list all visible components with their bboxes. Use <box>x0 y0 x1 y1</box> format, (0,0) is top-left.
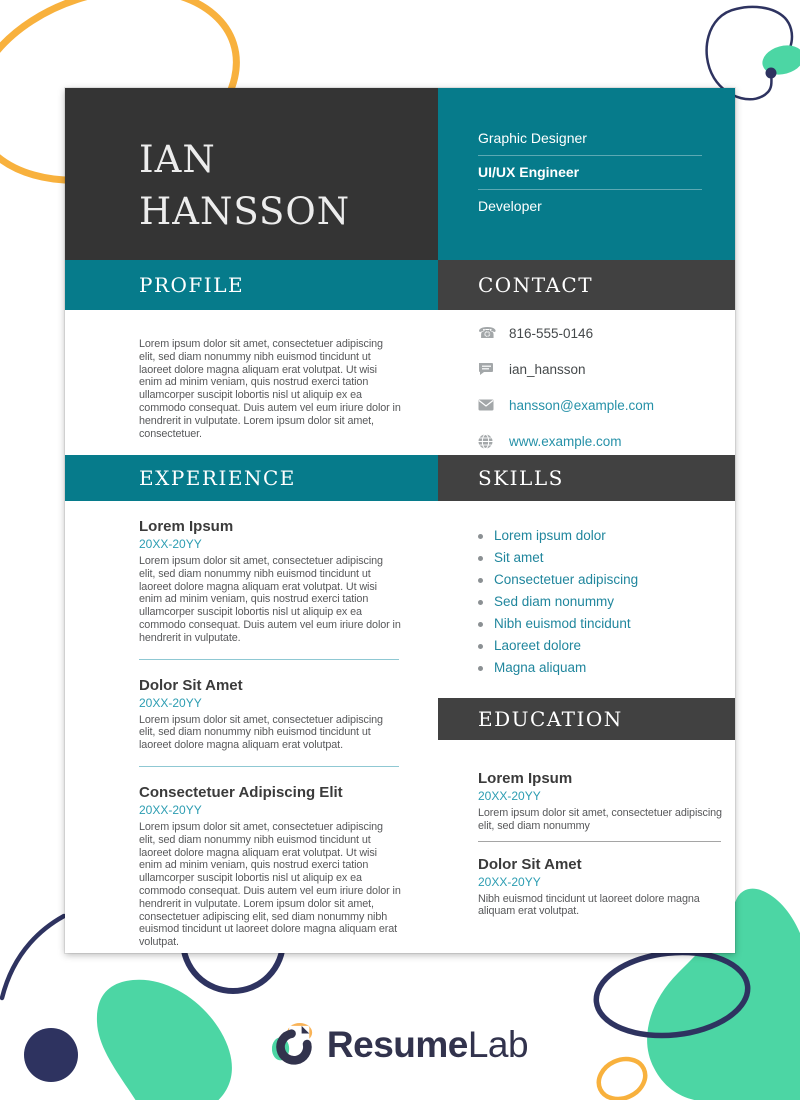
contact-website-value: www.example.com <box>509 433 622 449</box>
logo-text-light: Lab <box>467 1024 529 1065</box>
experience-content <box>139 518 402 949</box>
name-block <box>65 88 438 260</box>
contact-email[interactable] <box>478 387 733 423</box>
contact-username <box>478 351 733 387</box>
resumelab-logo-text <box>327 1024 528 1066</box>
resumelab-logo-icon <box>272 1022 318 1068</box>
skill-label: Sit amet <box>494 550 544 565</box>
section-header-contact: CONTACT <box>438 260 735 310</box>
resume-page <box>65 88 735 953</box>
resumelab-logo[interactable] <box>272 1022 528 1068</box>
name-last: HANSSON <box>139 190 351 233</box>
skill-label: Sed diam nonummy <box>494 594 615 609</box>
contact-phone-value: 816-555-0146 <box>509 325 594 341</box>
logo-text-bold: Resume <box>326 1024 468 1065</box>
education-content <box>478 762 723 918</box>
experience-entry <box>139 784 402 949</box>
experience-entry-body: Lorem ipsum dolor sit amet, consectetuer adipiscing elit, sed diam nonummy nibh euismod tincidunt ut laoreet dolore magna aliquam erat volutpat. Ut wisi enim ad minim veniam, quis nostrud exerci tation ullamcorper suscipit lobortis nisl ut aliquip ex ea commodo consequat. Duis autem vel eum iriure dolor in hendrerit in vulputate. Lorem ipsum dolor sit amet, consectetuer adipiscing elit, sed diam nonummy nibh euismod tincidunt ut laoreet dolore magna aliquam erat volutpat. <box>139 820 401 949</box>
skill-label: Lorem ipsum dolor <box>494 528 606 543</box>
mint-blob-bottom-left <box>97 980 232 1100</box>
skill-label: Nibh euismod tincidunt <box>494 616 631 631</box>
bullet-icon <box>478 556 483 561</box>
experience-entry-date: 20XX-20YY <box>139 537 202 551</box>
education-entry-title: Lorem Ipsum <box>478 770 573 787</box>
navy-filled-circle <box>24 1028 78 1082</box>
section-divider <box>139 659 399 660</box>
candidate-name <box>139 134 438 238</box>
education-entry-date: 20XX-20YY <box>478 874 541 889</box>
navy-curve-line <box>2 916 64 998</box>
section-header-profile: PROFILE <box>65 260 438 310</box>
experience-entry-title: Lorem Ipsum <box>139 518 234 535</box>
skill-item <box>478 591 728 613</box>
envelope-icon <box>478 399 497 411</box>
contact-username-value: ian_hansson <box>509 361 586 377</box>
yellow-egg-outline <box>592 1052 652 1100</box>
phone-icon: ☎ <box>478 325 497 342</box>
contact-website[interactable] <box>478 423 733 459</box>
education-entry-body: Lorem ipsum dolor sit amet, consectetuer adipiscing elit, sed diam nonummy <box>478 807 722 832</box>
skill-label: Consectetuer adipiscing <box>494 572 639 587</box>
skill-item <box>478 613 728 635</box>
skill-item <box>478 547 728 569</box>
section-header-skills: SKILLS <box>438 455 735 501</box>
job-title: Developer <box>478 198 542 214</box>
section-divider <box>478 841 721 842</box>
education-entry-date: 20XX-20YY <box>478 789 541 803</box>
job-title: Graphic Designer <box>478 122 702 156</box>
education-entry-body: Nibh euismod tincidunt ut laoreet dolore magna aliquam erat volutpat. <box>478 892 700 918</box>
chat-icon <box>478 362 497 376</box>
experience-entry-body: Lorem ipsum dolor sit amet, consectetuer adipiscing elit, sed diam nonummy nibh euismod tincidunt ut laoreet dolore magna aliquam erat volutpat. <box>139 713 383 752</box>
skill-label: Laoreet dolore <box>494 638 582 653</box>
mint-blob-small <box>759 41 800 79</box>
education-entry-title: Dolor Sit Amet <box>478 855 582 873</box>
job-titles-block <box>438 88 735 260</box>
experience-entry <box>139 677 402 752</box>
skill-item <box>478 635 728 657</box>
bullet-icon <box>478 666 483 671</box>
contact-email-value: hansson@example.com <box>509 397 655 413</box>
skills-list <box>478 525 728 679</box>
bullet-icon <box>478 578 483 583</box>
experience-entry-title: Dolor Sit Amet <box>139 676 243 694</box>
contact-phone <box>478 315 733 351</box>
skill-item <box>478 525 728 547</box>
skill-item <box>478 657 728 679</box>
experience-entry <box>139 518 402 645</box>
section-header-experience: EXPERIENCE <box>65 455 438 501</box>
globe-icon <box>478 434 497 449</box>
skill-label: Magna aliquam <box>494 660 587 675</box>
education-entry <box>478 856 723 919</box>
section-divider <box>139 766 399 767</box>
experience-entry-date: 20XX-20YY <box>139 802 202 817</box>
job-title: UI/UX Engineer <box>478 156 702 190</box>
profile-text: Lorem ipsum dolor sit amet, consectetuer adipiscing elit, sed diam nonummy nibh euismod tincidunt ut laoreet dolore magna aliquam erat volutpat. Ut wisi enim ad minim veniam, quis nostrud exerci tation ullamcorper suscipit lobortis nisl ut aliquip ex ea commodo consequat. Duis autem vel eum iriure dolor in hendrerit in vulputate. Lorem ipsum dolor sit amet, consectetuer. <box>139 338 401 440</box>
skill-item <box>478 569 728 591</box>
contact-list <box>478 315 733 459</box>
bullet-icon <box>478 600 483 605</box>
experience-entry-date: 20XX-20YY <box>139 695 202 710</box>
experience-entry-body: Lorem ipsum dolor sit amet, consectetuer adipiscing elit, sed diam nonummy nibh euismod tincidunt ut laoreet dolore magna aliquam erat volutpat. Ut wisi enim ad minim veniam, quis nostrud exerci tation ullamcorper suscipit lobortis nisl ut aliquip ex ea commodo consequat. Duis autem vel eum iriure dolor in hendrerit in vulputate. <box>139 555 401 644</box>
bullet-icon <box>478 644 483 649</box>
navy-dot <box>766 68 777 79</box>
bullet-icon <box>478 534 483 539</box>
education-entry <box>478 770 723 833</box>
section-header-education: EDUCATION <box>438 698 735 740</box>
name-first: IAN <box>139 138 216 181</box>
resume-header <box>65 88 735 260</box>
experience-entry-title: Consectetuer Adipiscing Elit <box>139 783 343 801</box>
bullet-icon <box>478 622 483 627</box>
